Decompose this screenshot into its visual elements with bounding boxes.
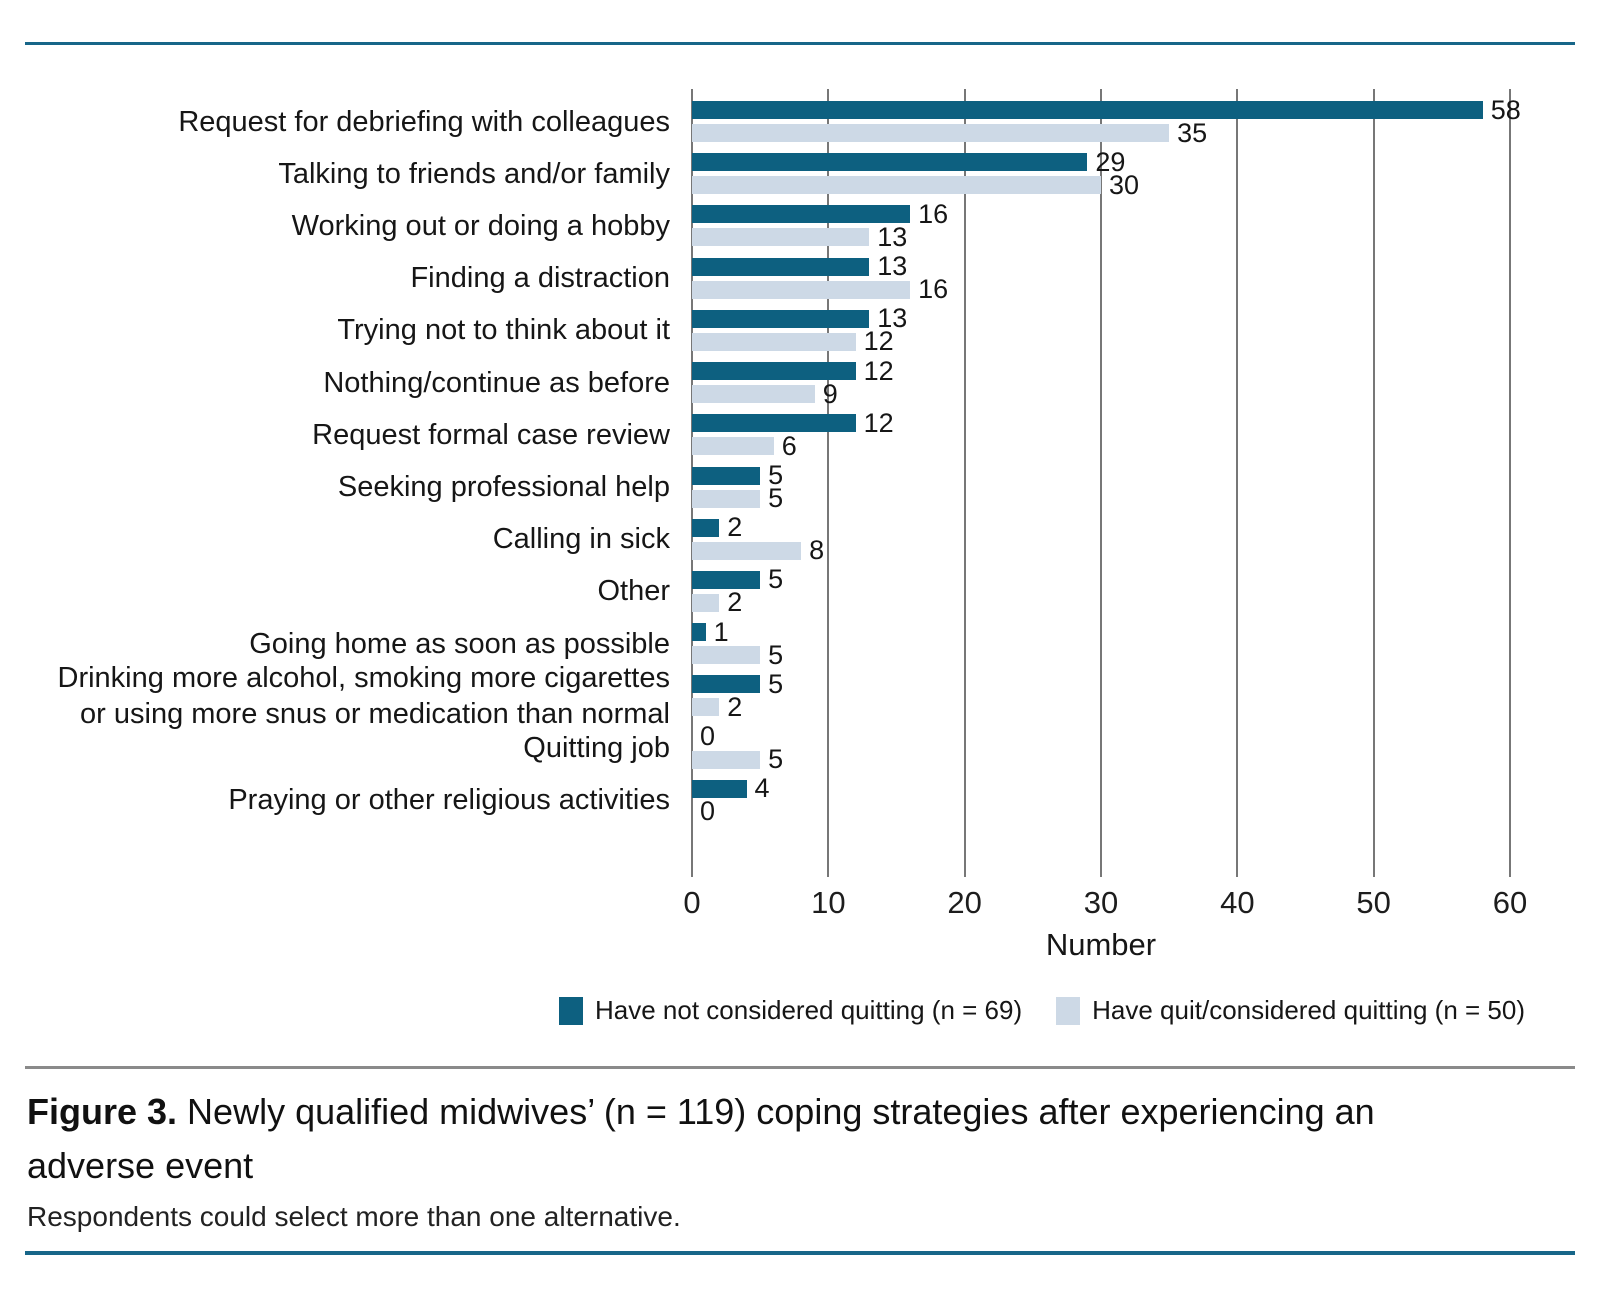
category-label: Seeking professional help — [337, 471, 670, 504]
bar-dark — [692, 205, 910, 223]
top-rule — [25, 42, 1575, 45]
bar-value-label: 6 — [781, 430, 797, 461]
bar-pair — [692, 146, 1510, 200]
bar-chart — [25, 89, 1575, 877]
bar-light — [692, 385, 815, 403]
bar-line-light — [692, 639, 1510, 670]
bar-value-label: 5 — [768, 483, 784, 514]
bar-dark — [692, 780, 747, 798]
bar-light — [692, 646, 760, 664]
x-tick-label-60: 60 — [1492, 885, 1528, 920]
bar-value-label: 5 — [768, 639, 784, 670]
bar-line-dark — [692, 564, 1510, 595]
bar-light — [692, 124, 1169, 142]
bar-value-label: 2 — [727, 691, 743, 722]
bar-line-light — [692, 117, 1510, 148]
bar-line-light — [692, 221, 1510, 252]
category-row — [25, 512, 1575, 566]
bar-pair — [692, 460, 1510, 514]
bar-line-dark — [692, 721, 1510, 752]
category-row — [25, 303, 1575, 357]
bar-line-light — [692, 796, 1510, 827]
bar-value-label: 58 — [1490, 94, 1521, 125]
bar-dark — [692, 258, 869, 276]
bar-pair — [692, 616, 1510, 670]
legend-swatch-icon — [1056, 997, 1080, 1025]
bar-dark — [692, 467, 760, 485]
legend — [25, 995, 1575, 1026]
category-label: Working out or doing a hobby — [291, 209, 670, 242]
bar-light — [692, 594, 719, 612]
legend-swatch-icon — [559, 997, 583, 1025]
figure-caption-label: Figure 3. — [27, 1091, 178, 1132]
bar-light — [692, 751, 760, 769]
category-row — [25, 460, 1575, 514]
x-axis-ticks — [683, 877, 1528, 923]
bar-pair — [692, 94, 1521, 148]
bar-light — [692, 281, 910, 299]
bar-line-dark — [692, 407, 1510, 438]
figure-caption-title: Newly qualified midwives’ (n = 119) coping strategies after experiencing an adverse event — [27, 1091, 1375, 1186]
bar-value-label: 12 — [863, 326, 894, 357]
bar-line-dark — [692, 773, 1510, 804]
bar-line-dark — [692, 355, 1510, 386]
bar-dark — [692, 519, 719, 537]
bar-pair — [692, 721, 1510, 775]
category-row — [25, 94, 1575, 148]
bar-line-light — [692, 326, 1510, 357]
bar-value-label: 12 — [863, 355, 894, 386]
bar-value-label: 4 — [754, 773, 770, 804]
bar-value-label: 5 — [768, 668, 784, 699]
category-label: Request for debriefing with colleagues — [178, 105, 670, 138]
bar-value-label: 1 — [713, 616, 729, 647]
bar-dark — [692, 362, 856, 380]
bar-dark — [692, 623, 706, 641]
bar-dark — [692, 571, 760, 589]
figure-page — [25, 42, 1575, 1255]
bar-pair — [692, 303, 1510, 357]
category-row — [25, 251, 1575, 305]
bar-value-label: 13 — [877, 221, 908, 252]
bar-value-label: 5 — [768, 744, 784, 775]
bar-line-dark — [692, 251, 1510, 282]
legend-item-dark — [559, 995, 1022, 1026]
bar-value-label: 2 — [727, 587, 743, 618]
bar-value-label: 2 — [727, 512, 743, 543]
legend-label: Have not considered quitting (n = 69) — [595, 995, 1023, 1025]
bar-line-light — [692, 274, 1510, 305]
bar-line-light — [692, 378, 1510, 409]
category-label: Praying or other religious activities — [228, 784, 670, 817]
x-axis-title: Number — [1045, 927, 1157, 962]
category-row — [25, 773, 1575, 827]
legend-item-light — [1056, 995, 1525, 1026]
bar-value-label: 29 — [1095, 146, 1126, 177]
bar-line-light — [692, 691, 1510, 722]
bar-light — [692, 176, 1101, 194]
bar-dark — [692, 153, 1087, 171]
bar-pair — [692, 564, 1510, 618]
bar-line-light — [692, 483, 1510, 514]
category-row — [25, 721, 1575, 775]
category-row — [25, 616, 1575, 670]
category-label: Going home as soon as possible — [249, 627, 670, 660]
bottom-rule — [25, 1251, 1575, 1255]
bar-line-dark — [692, 146, 1510, 177]
category-row — [25, 564, 1575, 618]
bar-line-dark — [692, 94, 1521, 125]
bar-light — [692, 437, 774, 455]
bar-value-label: 13 — [877, 303, 908, 334]
category-label: Talking to friends and/or family — [278, 157, 670, 190]
bar-pair — [692, 668, 1510, 722]
bar-value-label: 16 — [918, 274, 949, 305]
bar-dark — [692, 675, 760, 693]
bar-value-label: 30 — [1109, 169, 1140, 200]
bar-line-dark — [692, 460, 1510, 491]
bar-value-label: 16 — [918, 198, 949, 229]
bar-light — [692, 228, 869, 246]
bar-dark — [692, 101, 1483, 119]
bar-line-dark — [692, 303, 1510, 334]
caption-divider-rule — [25, 1066, 1575, 1069]
bar-value-label: 5 — [768, 564, 784, 595]
bar-light — [692, 333, 856, 351]
category-label: Finding a distraction — [410, 262, 670, 295]
bar-light — [692, 698, 719, 716]
bar-line-light — [692, 587, 1510, 618]
bar-rows — [25, 89, 1575, 877]
x-tick-label-50: 50 — [1356, 885, 1391, 920]
bar-value-label: 12 — [863, 407, 894, 438]
legend-label: Have quit/considered quitting (n = 50) — [1092, 995, 1525, 1025]
bar-dark — [692, 414, 856, 432]
category-label: Other — [597, 575, 670, 608]
bar-line-dark — [692, 616, 1510, 647]
bar-line-light — [692, 535, 1510, 566]
category-row — [25, 146, 1575, 200]
bar-pair — [692, 512, 1510, 566]
category-label: Request formal case review — [312, 418, 670, 451]
figure-caption — [27, 1085, 1507, 1193]
bar-pair — [692, 251, 1510, 305]
bar-light — [692, 490, 760, 508]
bar-line-light — [692, 744, 1510, 775]
bar-pair — [692, 355, 1510, 409]
category-label: Calling in sick — [492, 523, 670, 556]
bar-value-label: 9 — [822, 378, 838, 409]
category-row — [25, 198, 1575, 252]
category-label: Quitting job — [523, 732, 670, 765]
bar-value-label: 35 — [1177, 117, 1208, 148]
x-tick-label-20: 20 — [947, 885, 982, 920]
category-label: Nothing/continue as before — [323, 366, 670, 399]
figure-caption-note: Respondents could select more than one alternative. — [27, 1201, 681, 1232]
bar-value-label: 0 — [700, 796, 716, 827]
bar-value-label: 8 — [809, 535, 825, 566]
bar-pair — [692, 773, 1510, 827]
bar-pair — [692, 198, 1510, 252]
category-label: Trying not to think about it — [337, 314, 670, 347]
category-row — [25, 355, 1575, 409]
bar-line-light — [692, 430, 1510, 461]
category-label: Drinking more alcohol, smoking more cigarettes or using more snus or medication than normal — [57, 661, 670, 730]
bar-value-label: 13 — [877, 251, 908, 282]
x-tick-label-40: 40 — [1220, 885, 1255, 920]
x-tick-label-0: 0 — [683, 885, 701, 920]
bar-value-label: 0 — [700, 721, 716, 752]
bar-line-dark — [692, 668, 1510, 699]
bar-light — [692, 542, 801, 560]
x-tick-label-30: 30 — [1083, 885, 1119, 920]
bar-dark — [692, 310, 869, 328]
category-row — [25, 407, 1575, 461]
x-tick-label-10: 10 — [811, 885, 846, 920]
bar-pair — [692, 407, 1510, 461]
category-row — [25, 661, 1575, 730]
bar-line-dark — [692, 198, 1510, 229]
bar-line-light — [692, 169, 1510, 200]
bar-value-label: 5 — [768, 460, 784, 491]
bar-line-dark — [692, 512, 1510, 543]
